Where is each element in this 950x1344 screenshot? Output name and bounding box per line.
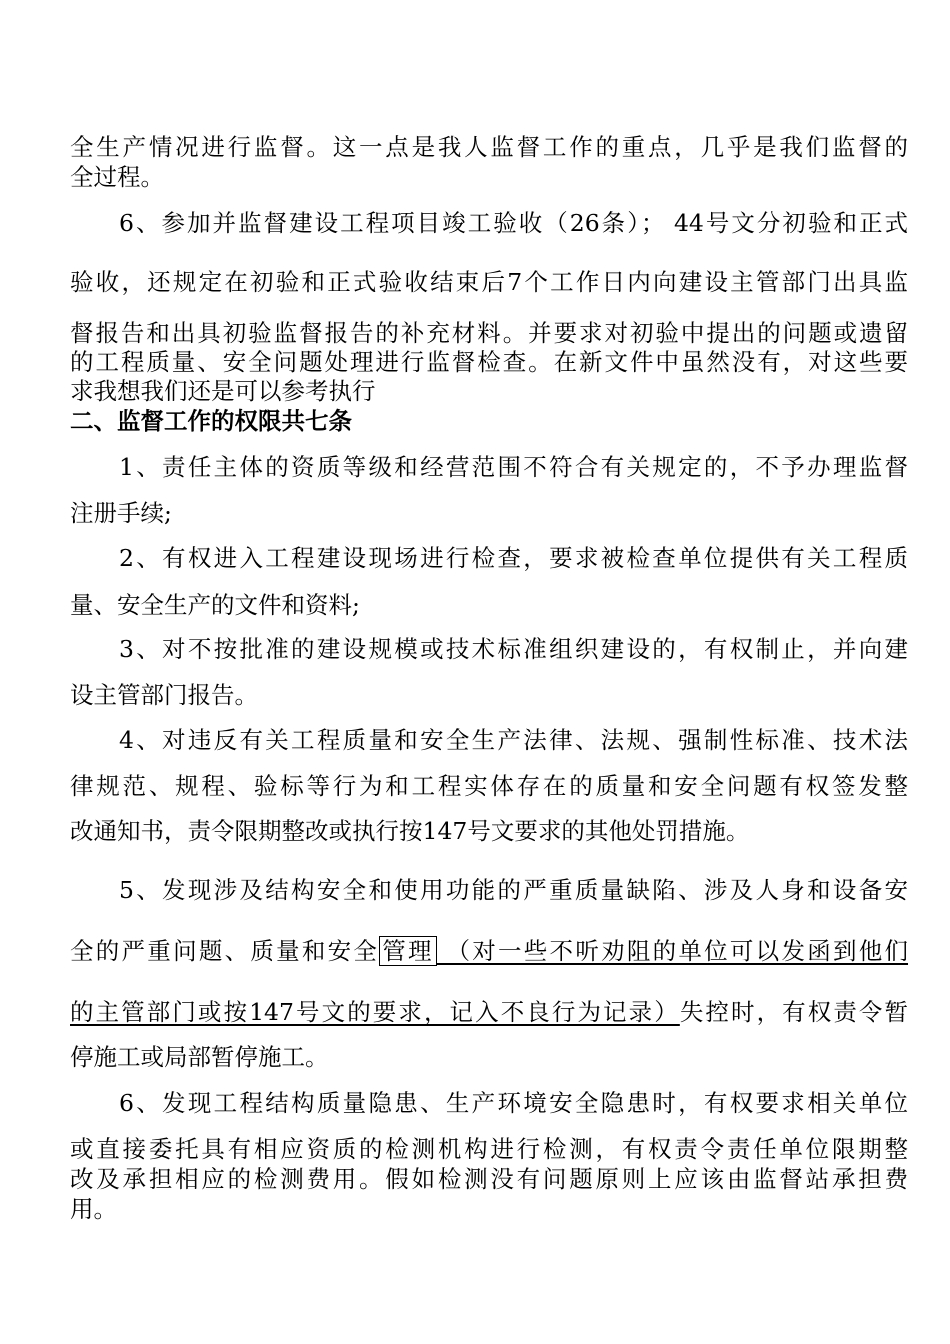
list-item-line — [70, 997, 908, 1027]
list-item-line: 量、安全生产的文件和资料; — [70, 591, 360, 619]
underlined-annotation: （对一些不听劝阻的单位可以发函到他们 — [436, 937, 909, 965]
underlined-annotation: 的主管部门或按147号文的要求，记入不良行为记录） — [70, 998, 680, 1026]
paragraph-line: 全生产情况进行监督。这一点是我人监督工作的重点，几乎是我们监督的 — [70, 133, 908, 161]
line-text: 全的严重问题、质量和安全 — [70, 937, 380, 965]
line-text: 失控时，有权责令暂 — [679, 998, 909, 1026]
list-item-line: 或直接委托具有相应资质的检测机构进行检测，有权责令责任单位限期整 — [70, 1135, 908, 1163]
paragraph-line: 全过程。 — [70, 163, 164, 191]
section-heading: 二、监督工作的权限共七条 — [70, 407, 352, 435]
paragraph-line: 的工程质量、安全问题处理进行监督检查。在新文件中虽然没有，对这些要 — [70, 348, 908, 376]
list-item-line: 注册手续; — [70, 499, 172, 527]
list-item-line: 律规范、规程、验标等行为和工程实体存在的质量和安全问题有权签发整 — [70, 772, 908, 800]
list-item-line: 1、责任主体的资质等级和经营范围不符合有关规定的，不予办理监督 — [119, 453, 908, 481]
paragraph-line: 6、参加并监督建设工程项目竣工验收（26条）； 44号文分初验和正式 — [119, 209, 908, 237]
list-item-line: 改及承担相应的检测费用。假如检测没有问题原则上应该由监督站承担费 — [70, 1165, 908, 1193]
list-item-line: 6、发现工程结构质量隐患、生产环境安全隐患时，有权要求相关单位 — [119, 1089, 908, 1117]
paragraph-line: 督报告和出具初验监督报告的补充材料。并要求对初验中提出的问题或遗留 — [70, 319, 908, 347]
list-item-line: 设主管部门报告。 — [70, 681, 258, 709]
list-item-line: 停施工或局部暂停施工。 — [70, 1043, 329, 1071]
list-item-line: 改通知书，责令限期整改或执行按147号文要求的其他处罚措施。 — [70, 817, 750, 845]
list-item-line: 5、发现涉及结构安全和使用功能的严重质量缺陷、涉及人身和设备安 — [119, 876, 908, 904]
list-item-line: 2、有权进入工程建设现场进行检查，要求被检查单位提供有关工程质 — [119, 544, 908, 572]
list-item-line: 用。 — [70, 1195, 117, 1223]
list-item-line: 4、对违反有关工程质量和安全生产法律、法规、强制性标准、技术法 — [119, 726, 908, 754]
list-item-line — [70, 936, 908, 966]
paragraph-line: 验收，还规定在初验和正式验收结束后7个工作日内向建设主管部门出具监 — [70, 268, 908, 296]
list-item-line: 3、对不按批准的建设规模或技术标准组织建设的，有权制止，并向建 — [119, 635, 908, 663]
paragraph-line: 求我想我们还是可以参考执行 — [70, 377, 376, 405]
highlighted-term: 管理 — [379, 936, 437, 966]
